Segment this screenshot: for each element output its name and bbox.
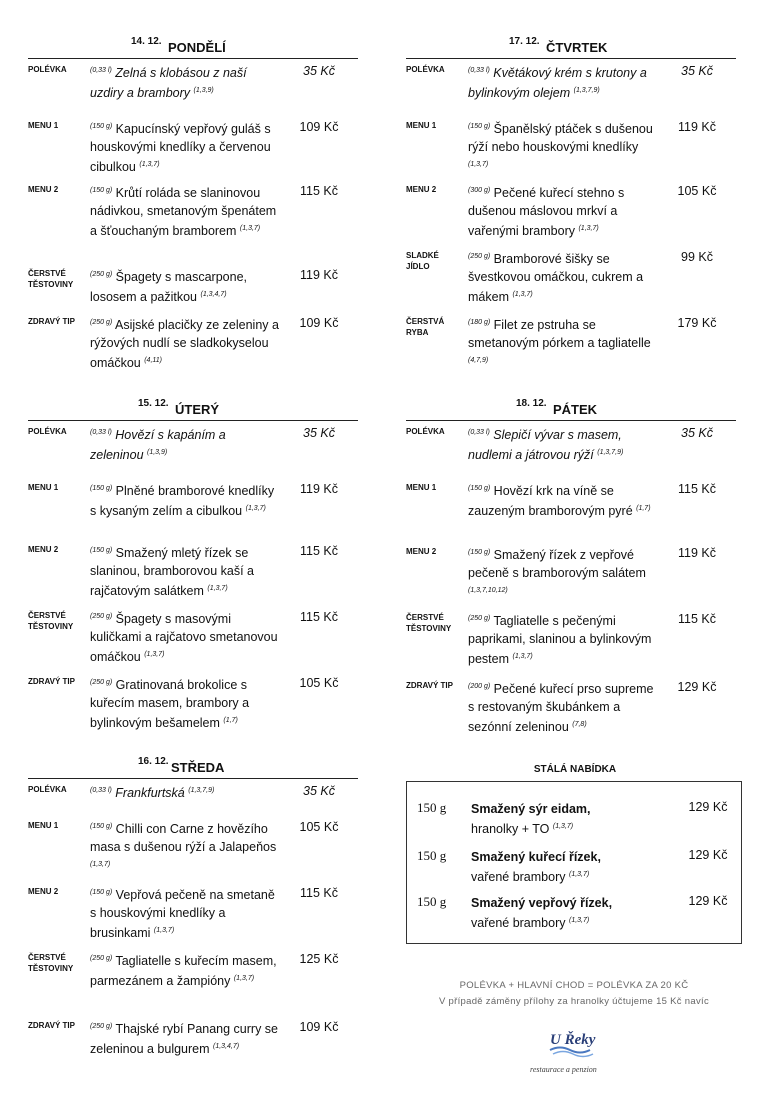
- item-label: ČERSTVÉ TĚSTOVINY: [406, 613, 452, 633]
- day-date: 15. 12.: [138, 398, 169, 409]
- item-description: $^{(150 g)}$ Plněné bramborové knedlíky s kysaným zelím a cibulkou $^{(1,3,7)}$: [90, 484, 275, 518]
- item-label: MENU 1: [28, 483, 59, 492]
- item-price: 115 Kč: [300, 610, 338, 624]
- header-rule: [28, 420, 358, 421]
- item-description: $^{(300 g)}$ Pečené kuřecí stehno s dušenou máslovou mrkví a vařenými brambory $^{(1,3,7)}$: [468, 186, 625, 238]
- item-label: ZDRAVÝ TIP: [28, 1021, 75, 1030]
- item-label: POLÉVKA: [28, 427, 67, 436]
- item-description: $^{(180 g)}$ Filet ze pstruha se smetanovým pórkem a tagliatelle $^{(4,7,9)}$: [468, 318, 651, 364]
- item-description: $^{(150 g)}$ Krůtí roláda se slaninovou nádivkou, smetanovým špenátem a šťouchaným bramborem $^{(1,3,7)}$: [90, 186, 277, 238]
- item-price: 179 Kč: [677, 316, 717, 330]
- item-label: POLÉVKA: [28, 785, 67, 794]
- item-label: MENU 2: [28, 545, 59, 554]
- item-label: ZDRAVÝ TIP: [28, 677, 75, 686]
- fixed-weight: 150 g: [417, 848, 447, 863]
- item-description: $^{(250 g)}$ Špagety s mascarpone, lososem a pažitkou $^{(1,3,4,7)}$: [90, 270, 247, 304]
- item-price: 35 Kč: [303, 64, 335, 78]
- day-header: [28, 756, 358, 780]
- fixed-description: Smažený kuřecí řízek, vařené brambory $^{(1,3,7)}$: [471, 850, 601, 884]
- item-description: $^{(250 g)}$ Bramborové šišky se švestkovou omáčkou, cukrem a mákem $^{(1,3,7)}$: [468, 252, 644, 304]
- item-label: MENU 1: [28, 121, 59, 130]
- logo-icon: [520, 1028, 620, 1078]
- item-price: 35 Kč: [303, 426, 335, 440]
- item-description: $^{(250 g)}$ Thajské rybí Panang curry se zeleninou a bulgurem $^{(1,3,4,7)}$: [90, 1022, 279, 1056]
- item-price: 105 Kč: [299, 676, 339, 690]
- fixed-description: Smažený vepřový řízek, vařené brambory $^{(1,3,7)}$: [471, 896, 613, 930]
- item-description: $^{(0,33 l)}$ Frankfurtská $^{(1,3,7,9)}$: [90, 786, 215, 800]
- item-price: 119 Kč: [300, 268, 338, 282]
- item-description: $^{(200 g)}$ Pečené kuřecí prso supreme s restovaným škubánkem a sezónní zeleninou $^{(7,8)}$: [468, 682, 654, 734]
- item-description: $^{(150 g)}$ Kapucínský vepřový guláš s houskovými knedlíky a červenou cibulkou $^{(1,3,7)}$: [90, 122, 271, 174]
- restaurant-logo: [520, 1028, 620, 1078]
- item-description: $^{(250 g)}$ Tagliatelle s kuřecím masem, parmezánem a žampióny $^{(1,3,7)}$: [90, 954, 277, 988]
- header-rule: [406, 58, 736, 59]
- day-name: PONDĚLÍ: [168, 40, 226, 55]
- header-rule: [28, 778, 358, 779]
- day-header: [28, 36, 358, 60]
- fixed-price: 129 Kč: [688, 800, 728, 814]
- item-label: MENU 1: [406, 483, 437, 492]
- item-description: $^{(150 g)}$ Vepřová pečeně na smetaně s houskovými knedlíky a brusinkami $^{(1,3,7)}$: [90, 888, 275, 940]
- day-date: 14. 12.: [131, 36, 162, 47]
- day-name: PÁTEK: [553, 402, 598, 417]
- item-price: 115 Kč: [300, 886, 338, 900]
- item-description: $^{(150 g)}$ Chilli con Carne z hovězího masa s dušenou rýží a Jalapeňos $^{(1,3,7)}$: [90, 822, 277, 868]
- note-soup-combo: POLÉVKA + HLAVNÍ CHOD = POLÉVKA ZA 20 KČ: [459, 980, 689, 991]
- day-name: STŘEDA: [171, 760, 225, 775]
- fixed-offer-box: [406, 781, 742, 944]
- item-description: $^{(150 g)}$ Smažený mletý řízek se slaninou, bramborovou kaší a rajčatovým salátkem $^{(1,3,7)}$: [90, 546, 254, 598]
- day-header: [28, 398, 358, 422]
- item-price: 129 Kč: [677, 680, 717, 694]
- item-label: ČERSTVÉ TĚSTOVINY: [28, 953, 74, 973]
- day-name: ČTVRTEK: [546, 40, 608, 55]
- header-rule: [406, 420, 736, 421]
- day-date: 16. 12.: [138, 756, 169, 767]
- day-date: 18. 12.: [516, 398, 547, 409]
- item-price: 35 Kč: [303, 784, 335, 798]
- item-description: $^{(150 g)}$ Španělský ptáček s dušenou rýží nebo houskovými knedlíky $^{(1,3,7)}$: [468, 122, 653, 168]
- item-price: 35 Kč: [681, 426, 713, 440]
- item-description: $^{(250 g)}$ Asijské placičky ze zeleniny a rýžových nudlí se sladkokyselou omáčkou $^{(4,11)}$: [90, 318, 279, 370]
- item-price: 119 Kč: [678, 120, 716, 134]
- item-label: ZDRAVÝ TIP: [406, 681, 453, 690]
- item-description: $^{(250 g)}$ Gratinovaná brokolice s kuřecím masem, brambory a bylinkovým bešamelem $^{(1,7)}$: [90, 678, 250, 730]
- svg-text:restaurace a penzion: restaurace a penzion: [530, 1065, 597, 1074]
- item-label: MENU 2: [406, 547, 437, 556]
- item-price: 125 Kč: [299, 952, 339, 966]
- item-description: $^{(0,33 l)}$ Hovězí s kapáním a zeleninou $^{(1,3,9)}$: [90, 428, 226, 462]
- item-price: 105 Kč: [677, 184, 717, 198]
- item-price: 109 Kč: [299, 120, 339, 134]
- item-description: $^{(150 g)}$ Hovězí krk na víně se zauzeným bramborovým pyré $^{(1,7)}$: [468, 484, 651, 518]
- item-price: 115 Kč: [300, 544, 338, 558]
- fixed-offer-title: STÁLÁ NABÍDKA: [533, 764, 617, 775]
- item-label: MENU 2: [28, 185, 59, 194]
- day-name: ÚTERÝ: [175, 402, 220, 417]
- item-label: MENU 2: [406, 185, 437, 194]
- item-label: ZDRAVÝ TIP: [28, 317, 75, 326]
- item-description: $^{(0,33 l)}$ Slepičí vývar s masem, nudlemi a játrovou rýží $^{(1,3,7,9)}$: [468, 428, 624, 462]
- note-side-swap: V případě záměny přílohy za hranolky účtujeme 15 Kč navíc: [438, 996, 710, 1007]
- item-price: 115 Kč: [300, 184, 338, 198]
- item-description: $^{(250 g)}$ Špagety s masovými kuličkami a rajčatovo smetanovou omáčkou $^{(1,3,7)}$: [90, 612, 278, 664]
- item-price: 119 Kč: [678, 546, 716, 560]
- item-price: 119 Kč: [300, 482, 338, 496]
- item-label: ČERSTVÁ RYBA: [406, 317, 445, 337]
- item-description: $^{(250 g)}$ Tagliatelle s pečenými paprikami, slaninou a bylinkovým pestem $^{(1,3,7)}$: [468, 614, 652, 666]
- item-price: 109 Kč: [299, 1020, 339, 1034]
- svg-text:U Řeky: U Řeky: [550, 1032, 596, 1048]
- item-label: ČERSTVÉ TĚSTOVINY: [28, 269, 74, 289]
- day-header: [406, 36, 736, 60]
- item-price: 115 Kč: [678, 612, 716, 626]
- item-description: $^{(0,33 l)}$ Zelná s klobásou z naší uzdiry a brambory $^{(1,3,9)}$: [90, 66, 247, 100]
- item-label: POLÉVKA: [406, 427, 445, 436]
- item-price: 105 Kč: [299, 820, 339, 834]
- item-label: MENU 2: [28, 887, 59, 896]
- item-price: 99 Kč: [681, 250, 713, 264]
- item-label: MENU 1: [406, 121, 437, 130]
- item-label: ČERSTVÉ TĚSTOVINY: [28, 611, 74, 631]
- item-description: $^{(150 g)}$ Smažený řízek z vepřové pečeně s bramborovým salátem $^{(1,3,7,10,12)}$: [468, 548, 646, 594]
- item-label: POLÉVKA: [406, 65, 445, 74]
- item-price: 35 Kč: [681, 64, 713, 78]
- item-price: 115 Kč: [678, 482, 716, 496]
- day-date: 17. 12.: [509, 36, 540, 47]
- item-price: 109 Kč: [299, 316, 339, 330]
- fixed-description: Smažený sýr eidam, hranolky + TO $^{(1,3,7)}$: [471, 802, 591, 836]
- fixed-weight: 150 g: [417, 894, 447, 909]
- fixed-price: 129 Kč: [688, 894, 728, 908]
- item-label: SLADKÉ JÍDLO: [406, 251, 439, 271]
- item-description: $^{(0,33 l)}$ Květákový krém s krutony a bylinkovým olejem $^{(1,3,7,9)}$: [468, 66, 647, 100]
- fixed-price: 129 Kč: [688, 848, 728, 862]
- item-label: MENU 1: [28, 821, 59, 830]
- item-label: POLÉVKA: [28, 65, 67, 74]
- fixed-weight: 150 g: [417, 800, 447, 815]
- day-header: [406, 398, 736, 422]
- header-rule: [28, 58, 358, 59]
